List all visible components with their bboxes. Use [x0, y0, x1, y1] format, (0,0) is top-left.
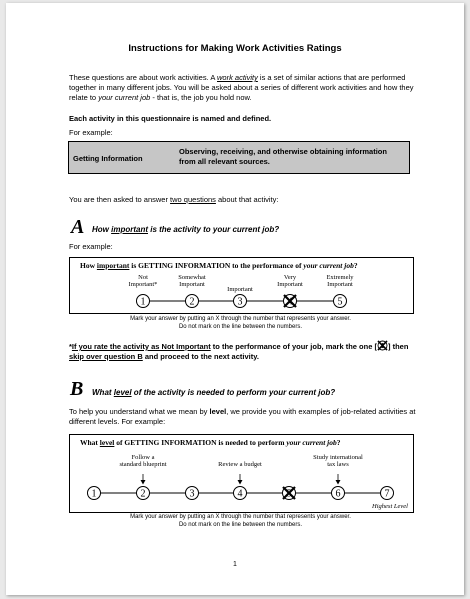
scale-b-option-1[interactable]	[88, 487, 101, 500]
skip-text-2: ] then	[387, 342, 409, 351]
sa-pre: How	[80, 261, 97, 270]
work-activity-term: work activity	[217, 73, 258, 82]
scale-b-anchor-label: Review a budget	[218, 461, 262, 468]
example-activity-definition: Observing, receiving, and otherwise obtaining information from all relevant sources.	[179, 147, 387, 166]
current-job-term: your current job	[98, 93, 151, 102]
skip-star: *	[69, 342, 72, 351]
anchor-arrow-icon	[336, 474, 341, 485]
scale-a-option-3[interactable]	[234, 295, 247, 308]
level-scale-box	[69, 434, 414, 513]
intro-paragraph	[69, 73, 414, 103]
page-number: 1	[233, 561, 237, 568]
help-text-2: , we provide you with examples of job-related activities at different levels. For example:	[69, 407, 416, 426]
mark-note-a	[69, 315, 412, 331]
scale-a-option-4[interactable]	[284, 295, 297, 308]
scale-a-anchor-label: Important	[227, 286, 253, 293]
skip-text-3: and proceed to the next activity.	[142, 352, 259, 361]
sa-mid: is GETTING INFORMATION to the performance of	[129, 261, 304, 270]
marked-one-icon	[377, 340, 388, 351]
skip-instruction	[69, 340, 414, 362]
qa-key: important	[111, 225, 148, 234]
mark-note-b-line2: Do not mark on the line between the numbers.	[178, 522, 303, 528]
question-b-letter: B	[70, 378, 84, 400]
skip-text-1: to the performance of your job, mark the one [	[210, 342, 377, 351]
scale-a-anchor-label: Important	[327, 281, 353, 288]
anchor-arrow-icon	[141, 474, 146, 485]
example-activity-name: Getting Information	[73, 154, 143, 163]
mark-note-a-line2: Do not mark on the line between the numbers.	[178, 324, 303, 330]
scale-a-anchor-label: Important*	[128, 281, 158, 288]
scale-b-anchor-label: Follow a	[131, 454, 155, 461]
document-page	[6, 3, 464, 595]
scale-a-option-5-label: 5	[337, 296, 343, 308]
scale-a-option-1-label: 1	[140, 296, 146, 308]
level-question	[80, 438, 341, 447]
mark-note-b-line1: Mark your answer by putting an X through the number that represents your answer.	[130, 514, 351, 520]
question-b-text	[92, 388, 335, 397]
qb-pre: What	[92, 388, 114, 397]
scale-b-option-5[interactable]	[283, 487, 296, 500]
scale-a-anchor-label: Important	[277, 281, 303, 288]
intro-text-2: is a set of similar actions that are performed together in many different jobs. You will be asked about a series of different work activities and how they relate to	[69, 73, 414, 102]
two-questions-term: two questions	[170, 195, 216, 204]
then-asked-text	[69, 195, 278, 205]
scale-a-option-2[interactable]	[186, 295, 199, 308]
scale-a-anchor-label: Very	[283, 274, 297, 281]
scale-a-option-3-label: 3	[237, 296, 243, 308]
then-asked-2: about that activity:	[215, 195, 279, 204]
intro-text-3: - that is, the job you hold now.	[150, 93, 252, 102]
sb-pre: What	[80, 438, 100, 447]
for-example-label: For example:	[69, 128, 113, 137]
sa-end: ?	[353, 261, 358, 270]
sa-job: your current job	[303, 261, 354, 270]
highest-level-label: Highest Level	[372, 503, 408, 510]
sb-job: your current job	[286, 438, 337, 447]
scale-b-option-3-label: 3	[189, 488, 195, 500]
help-level-term: level	[209, 407, 227, 416]
question-a-text	[92, 225, 279, 234]
sb-end: ?	[336, 438, 341, 447]
qb-post: of the activity is needed to perform your current job?	[131, 388, 336, 397]
scale-a-anchor-label: Important	[179, 281, 205, 288]
scale-a-option-2-label: 2	[189, 296, 195, 308]
for-example-label-2: For example:	[69, 242, 113, 251]
scale-b-option-4[interactable]	[234, 487, 247, 500]
sa-key: important	[96, 261, 130, 270]
scale-b-option-6-label: 6	[335, 488, 341, 500]
scale-b-option-6[interactable]	[332, 487, 345, 500]
scale-a-anchor-label: Not	[138, 274, 148, 281]
importance-question	[80, 261, 358, 270]
sb-mid: of GETTING INFORMATION is needed to perform	[114, 438, 287, 447]
help-text	[69, 407, 417, 427]
sb-key: level	[99, 438, 115, 447]
skip-condition: If you rate the activity as Not Important	[71, 342, 211, 351]
page-title: Instructions for Making Work Activities Ratings	[128, 43, 342, 54]
scale-b-anchor-label: standard blueprint	[119, 461, 167, 468]
scale-b-option-7-label: 7	[384, 488, 390, 500]
importance-scale-box	[69, 257, 414, 314]
scale-b-anchor-label: tax laws	[327, 461, 349, 468]
scale-b-anchor-label: Study international	[313, 454, 363, 461]
scale-a-anchor-label: Extremely	[326, 274, 354, 281]
qa-post: is the activity to your current job?	[148, 225, 280, 234]
skip-question-b: skip over question B	[69, 352, 143, 361]
scale-b-option-4-label: 4	[237, 488, 243, 500]
scale-b-option-3[interactable]	[186, 487, 199, 500]
importance-scale	[70, 270, 413, 312]
scale-b-option-1-label: 1	[91, 488, 97, 500]
level-scale	[70, 447, 413, 511]
then-asked-1: You are then asked to answer	[69, 195, 171, 204]
scale-b-option-2[interactable]	[137, 487, 150, 500]
anchor-arrow-icon	[238, 474, 243, 485]
mark-note-a-line1: Mark your answer by putting an X through the number that represents your answer.	[130, 316, 351, 322]
question-a-letter: A	[71, 216, 85, 238]
qb-key: level	[113, 388, 132, 397]
mark-note-b	[69, 513, 412, 529]
example-activity-box	[68, 141, 410, 174]
scale-b-option-2-label: 2	[140, 488, 146, 500]
scale-a-anchor-label: Somewhat	[178, 274, 206, 281]
intro-text-1: These questions are about work activities. A	[69, 73, 217, 82]
scale-a-option-1[interactable]	[137, 295, 150, 308]
scale-a-option-5[interactable]	[334, 295, 347, 308]
named-defined-text: Each activity in this questionnaire is named and defined.	[69, 114, 272, 123]
help-text-1: To help you understand what we mean by	[69, 407, 210, 416]
scale-b-option-7[interactable]	[381, 487, 394, 500]
qa-pre: How	[92, 225, 112, 234]
